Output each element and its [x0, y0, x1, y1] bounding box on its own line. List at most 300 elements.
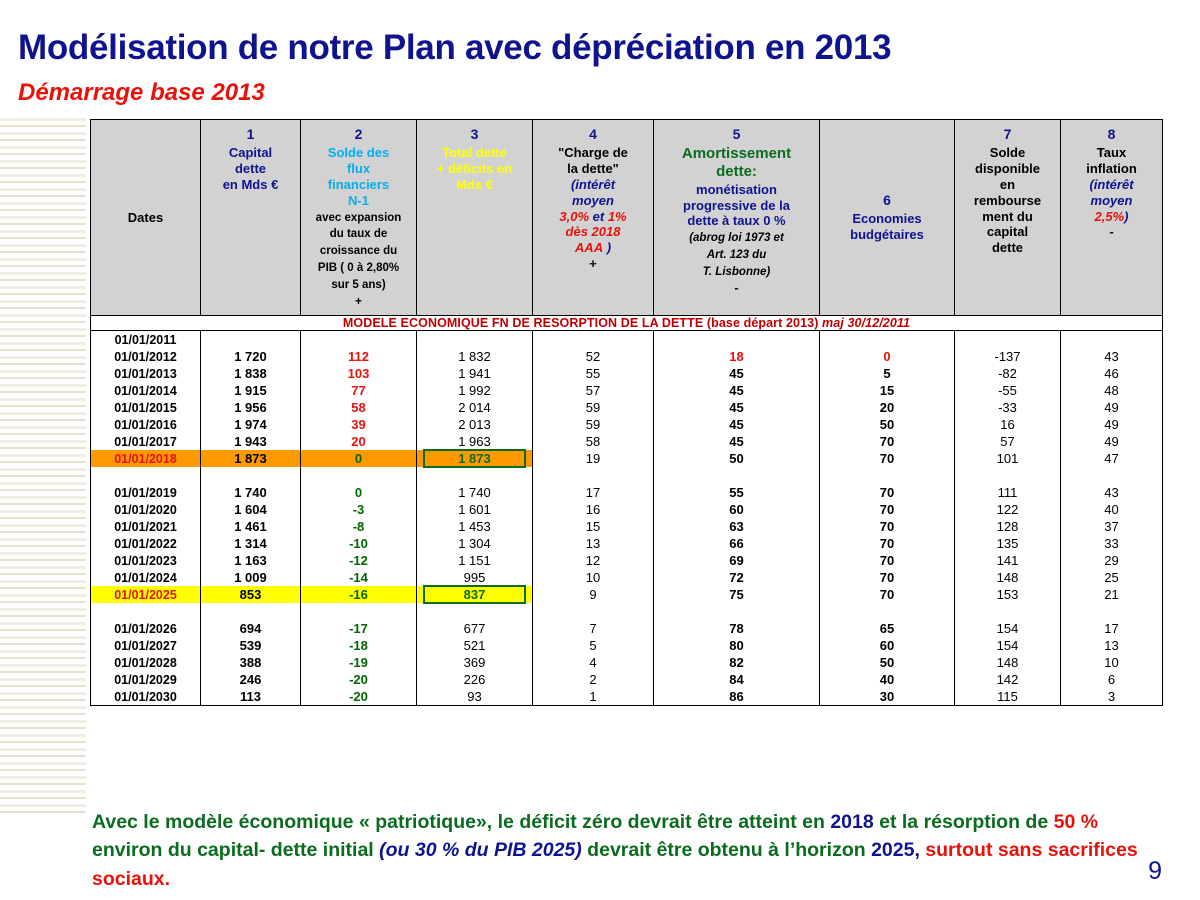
cell-solde-disponible: 154	[955, 637, 1061, 654]
cell-capital-dette: 1 956	[201, 399, 301, 416]
cell-charge-dette: 16	[533, 501, 654, 518]
cell-total-dette: 1 601	[417, 501, 533, 518]
header-col-1-l3: en Mds €	[222, 176, 279, 192]
cell-date: 01/01/2012	[91, 348, 201, 365]
cell-solde-disponible: 16	[955, 416, 1061, 433]
cell-charge-dette: 52	[533, 348, 654, 365]
header-col-5-l4: progressive de la	[683, 197, 790, 213]
header-col-4-l2: la dette"	[567, 160, 619, 176]
cell-capital-dette	[201, 331, 301, 349]
cell-date: 01/01/2015	[91, 399, 201, 416]
cell-capital-dette: 539	[201, 637, 301, 654]
row-spacer	[91, 603, 1163, 620]
spacer-cell	[91, 467, 201, 484]
cell-capital-dette: 388	[201, 654, 301, 671]
header-col-2-number: 2	[354, 126, 363, 142]
header-col-5-l6: (abrog loi 1973 et	[689, 232, 784, 245]
footer-part2: et la résorption de	[873, 811, 1054, 833]
cell-economies: 5	[820, 365, 955, 382]
spacer-cell	[820, 603, 955, 620]
header-col-5-l9: -	[734, 279, 739, 295]
cell-total-dette: 93	[417, 688, 533, 706]
cell-amortissement: 84	[654, 671, 820, 688]
cell-charge-dette: 19	[533, 450, 654, 467]
cell-amortissement: 82	[654, 654, 820, 671]
cell-solde-disponible: 135	[955, 535, 1061, 552]
header-col-1-l2: dette	[234, 160, 267, 176]
cell-solde-disponible: 154	[955, 620, 1061, 637]
header-col-1-l1: Capital	[228, 145, 273, 161]
cell-total-dette: 1 873	[417, 450, 533, 467]
model-table	[90, 119, 1163, 706]
header-col-2-l2: flux	[346, 160, 371, 176]
page-title: Modélisation de notre Plan avec dépréciation en 2013	[18, 28, 892, 67]
table-row	[91, 552, 1163, 569]
footer-part3: environ du capital- dette initial	[92, 839, 380, 862]
cell-economies: 20	[820, 399, 955, 416]
cell-economies: 40	[820, 671, 955, 688]
cell-capital-dette: 246	[201, 671, 301, 688]
cell-economies: 60	[820, 637, 955, 654]
header-col-4-l5b: et	[592, 208, 605, 224]
cell-amortissement	[654, 331, 820, 349]
cell-charge-dette: 59	[533, 399, 654, 416]
header-col-6-number: 6	[883, 192, 891, 209]
table-band-title-row	[91, 316, 1163, 331]
header-col-2-l1: Solde des	[327, 145, 390, 161]
spacer-cell	[955, 603, 1061, 620]
table-row	[91, 348, 1163, 365]
cell-date: 01/01/2016	[91, 416, 201, 433]
header-col-8-l5: 2,5%	[1094, 208, 1125, 224]
header-col-7-l2: disponible	[975, 160, 1040, 176]
cell-date: 01/01/2018	[91, 450, 201, 467]
row-spacer	[91, 467, 1163, 484]
cell-amortissement: 55	[654, 484, 820, 501]
spacer-cell	[417, 603, 533, 620]
cell-solde-flux: 39	[301, 416, 417, 433]
spacer-cell	[533, 603, 654, 620]
table-row	[91, 484, 1163, 501]
cell-taux-inflation: 49	[1061, 399, 1163, 416]
cell-amortissement: 78	[654, 620, 820, 637]
spacer-cell	[417, 467, 533, 484]
footer-paren: (ou 30 % du PIB 2025)	[379, 839, 582, 862]
cell-charge-dette: 17	[533, 484, 654, 501]
table-row	[91, 382, 1163, 399]
cell-solde-flux: -8	[301, 518, 417, 535]
table-row	[91, 620, 1163, 637]
header-col-1	[201, 120, 301, 316]
header-col-6-l1: Economies	[852, 211, 922, 227]
header-col-2-n4: PIB ( 0 à 2,80%	[317, 261, 400, 274]
cell-solde-disponible: -137	[955, 348, 1061, 365]
cell-taux-inflation: 46	[1061, 365, 1163, 382]
spacer-cell	[1061, 603, 1163, 620]
header-col-8-l2: inflation	[1086, 160, 1137, 176]
header-col-3-number: 3	[470, 126, 479, 142]
header-col-5-l8: T. Lisbonne)	[702, 265, 771, 278]
cell-amortissement: 50	[654, 450, 820, 467]
cell-solde-disponible: -33	[955, 399, 1061, 416]
cell-date: 01/01/2017	[91, 433, 201, 450]
spacer-cell	[654, 467, 820, 484]
cell-amortissement: 45	[654, 433, 820, 450]
cell-economies: 50	[820, 654, 955, 671]
cell-date: 01/01/2027	[91, 637, 201, 654]
table-row	[91, 535, 1163, 552]
cell-capital-dette: 1 163	[201, 552, 301, 569]
table-row	[91, 569, 1163, 586]
table-row	[91, 671, 1163, 688]
cell-charge-dette: 1	[533, 688, 654, 706]
cell-solde-flux: 77	[301, 382, 417, 399]
table-header-row	[91, 120, 1163, 316]
footer-part4: devrait être obtenu à l’horizon	[581, 839, 872, 862]
cell-total-dette: 2 013	[417, 416, 533, 433]
header-col-8-l4: moyen	[1090, 192, 1133, 208]
header-col-2	[301, 120, 417, 316]
header-col-5-l3: monétisation	[696, 181, 777, 197]
cell-solde-disponible: 128	[955, 518, 1061, 535]
cell-amortissement: 72	[654, 569, 820, 586]
cell-taux-inflation: 43	[1061, 348, 1163, 365]
table-row	[91, 501, 1163, 518]
table-row	[91, 586, 1163, 603]
header-col-4-number: 4	[589, 126, 597, 142]
header-col-5-l5: dette à taux 0 %	[687, 213, 786, 229]
cell-total-dette	[417, 331, 533, 349]
footer-part1: Avec le modèle économique « patriotique», le déficit zéro devrait être atteint en	[92, 811, 831, 833]
cell-taux-inflation: 47	[1061, 450, 1163, 467]
footer-note	[92, 808, 1162, 893]
cell-total-dette: 1 963	[417, 433, 533, 450]
cell-date: 01/01/2020	[91, 501, 201, 518]
spacer-cell	[91, 603, 201, 620]
cell-taux-inflation: 33	[1061, 535, 1163, 552]
cell-solde-flux: -19	[301, 654, 417, 671]
cell-economies: 0	[820, 348, 955, 365]
header-col-6	[820, 120, 955, 316]
cell-capital-dette: 1 838	[201, 365, 301, 382]
header-col-7-l5: ment du	[982, 208, 1033, 224]
page-number: 9	[1148, 857, 1162, 885]
header-col-3-l2: + déficits en	[436, 160, 513, 176]
cell-capital-dette: 1 461	[201, 518, 301, 535]
cell-charge-dette: 5	[533, 637, 654, 654]
header-col-3-l1: Total dette	[442, 145, 507, 161]
cell-capital-dette: 1 943	[201, 433, 301, 450]
cell-charge-dette: 9	[533, 586, 654, 603]
header-col-5-l7: Art. 123 du	[706, 249, 767, 262]
cell-solde-flux: 0	[301, 484, 417, 501]
cell-total-dette: 1 832	[417, 348, 533, 365]
cell-solde-flux: 112	[301, 348, 417, 365]
cell-total-dette: 1 151	[417, 552, 533, 569]
header-col-4-l3: (intérêt	[570, 176, 616, 192]
cell-economies: 70	[820, 450, 955, 467]
cell-solde-disponible: 148	[955, 654, 1061, 671]
cell-capital-dette: 1 314	[201, 535, 301, 552]
spacer-cell	[955, 467, 1061, 484]
cell-amortissement: 86	[654, 688, 820, 706]
header-col-4-l6: dès 2018	[565, 224, 621, 240]
cell-economies: 70	[820, 552, 955, 569]
header-col-5-l2: dette:	[716, 163, 757, 181]
header-col-2-n3: croissance du	[319, 245, 398, 258]
header-col-4	[533, 120, 654, 316]
header-col-4-l5: 3,0%	[559, 208, 590, 224]
header-col-7-l3: en	[999, 176, 1016, 192]
table-row	[91, 365, 1163, 382]
cell-taux-inflation: 6	[1061, 671, 1163, 688]
header-col-4-l5c: 1%	[607, 208, 627, 224]
cell-total-dette: 1 941	[417, 365, 533, 382]
decorative-stripes	[0, 118, 86, 818]
cell-capital-dette: 1 009	[201, 569, 301, 586]
cell-taux-inflation	[1061, 331, 1163, 349]
cell-date: 01/01/2029	[91, 671, 201, 688]
cell-charge-dette	[533, 331, 654, 349]
header-col-6-l2: budgétaires	[850, 227, 924, 243]
header-col-5-l1: Amortissement	[681, 145, 792, 163]
cell-charge-dette: 2	[533, 671, 654, 688]
spacer-cell	[301, 603, 417, 620]
cell-capital-dette: 853	[201, 586, 301, 603]
cell-total-dette: 677	[417, 620, 533, 637]
cell-total-dette: 226	[417, 671, 533, 688]
cell-amortissement: 45	[654, 416, 820, 433]
band-title-text: MODELE ECONOMIQUE FN DE RESORPTION DE LA DETTE (base départ 2013)	[342, 316, 819, 331]
cell-date: 01/01/2025	[91, 586, 201, 603]
table-row	[91, 450, 1163, 467]
cell-date: 01/01/2028	[91, 654, 201, 671]
page-subtitle: Démarrage base 2013	[18, 79, 265, 106]
cell-solde-disponible: 148	[955, 569, 1061, 586]
cell-date: 01/01/2014	[91, 382, 201, 399]
footer-part5: surtout sans sacrifices sociaux.	[92, 839, 1138, 890]
cell-economies: 70	[820, 569, 955, 586]
cell-solde-flux: -20	[301, 688, 417, 706]
header-col-7-l4: rembourse	[973, 192, 1042, 208]
cell-date: 01/01/2022	[91, 535, 201, 552]
table-row	[91, 416, 1163, 433]
spacer-cell	[654, 603, 820, 620]
cell-solde-disponible: 141	[955, 552, 1061, 569]
header-col-7-l1: Solde	[989, 145, 1026, 161]
spacer-cell	[1061, 467, 1163, 484]
cell-amortissement: 75	[654, 586, 820, 603]
header-col-1-number: 1	[246, 126, 255, 142]
cell-total-dette: 1 992	[417, 382, 533, 399]
header-col-7	[955, 120, 1061, 316]
cell-economies: 70	[820, 586, 955, 603]
table-row	[91, 433, 1163, 450]
cell-solde-disponible: 153	[955, 586, 1061, 603]
table-row	[91, 399, 1163, 416]
header-col-7-l6: capital	[986, 224, 1029, 240]
header-col-8	[1061, 120, 1163, 316]
cell-solde-disponible: 111	[955, 484, 1061, 501]
cell-taux-inflation: 37	[1061, 518, 1163, 535]
cell-capital-dette: 113	[201, 688, 301, 706]
header-col-8-l5b: )	[1124, 208, 1129, 224]
cell-taux-inflation: 48	[1061, 382, 1163, 399]
cell-solde-flux: -14	[301, 569, 417, 586]
cell-date: 01/01/2013	[91, 365, 201, 382]
header-col-7-number: 7	[1003, 126, 1012, 142]
cell-charge-dette: 4	[533, 654, 654, 671]
cell-taux-inflation: 25	[1061, 569, 1163, 586]
cell-total-dette: 1 740	[417, 484, 533, 501]
cell-taux-inflation: 10	[1061, 654, 1163, 671]
footer-year-2025: 2025,	[871, 839, 920, 862]
cell-taux-inflation: 3	[1061, 688, 1163, 706]
cell-charge-dette: 57	[533, 382, 654, 399]
header-col-2-n1: avec expansion	[315, 211, 402, 224]
cell-taux-inflation: 17	[1061, 620, 1163, 637]
cell-capital-dette: 1 873	[201, 450, 301, 467]
cell-solde-flux: -20	[301, 671, 417, 688]
cell-amortissement: 60	[654, 501, 820, 518]
cell-amortissement: 45	[654, 399, 820, 416]
cell-taux-inflation: 49	[1061, 433, 1163, 450]
cell-solde-disponible: 115	[955, 688, 1061, 706]
cell-capital-dette: 1 974	[201, 416, 301, 433]
cell-amortissement: 66	[654, 535, 820, 552]
header-dates: Dates	[91, 120, 201, 316]
band-title-maj: maj 30/12/2011	[822, 316, 911, 331]
header-col-3	[417, 120, 533, 316]
cell-total-dette: 837	[417, 586, 533, 603]
cell-taux-inflation: 40	[1061, 501, 1163, 518]
cell-solde-flux: 20	[301, 433, 417, 450]
cell-economies: 70	[820, 501, 955, 518]
cell-solde-disponible: -82	[955, 365, 1061, 382]
table-row	[91, 688, 1163, 706]
footer-pct: 50 %	[1053, 811, 1099, 833]
header-col-2-l4: N-1	[348, 192, 369, 208]
cell-solde-flux	[301, 331, 417, 349]
cell-solde-flux: -12	[301, 552, 417, 569]
header-col-4-l7: AAA	[574, 240, 604, 256]
cell-charge-dette: 13	[533, 535, 654, 552]
cell-date: 01/01/2024	[91, 569, 201, 586]
cell-date: 01/01/2019	[91, 484, 201, 501]
spacer-cell	[201, 603, 301, 620]
cell-solde-flux: -18	[301, 637, 417, 654]
cell-economies: 70	[820, 535, 955, 552]
cell-capital-dette: 694	[201, 620, 301, 637]
cell-economies: 70	[820, 484, 955, 501]
cell-economies: 70	[820, 518, 955, 535]
cell-economies: 65	[820, 620, 955, 637]
table-row	[91, 331, 1163, 349]
table-row	[91, 654, 1163, 671]
header-col-7-l7: dette	[991, 240, 1024, 256]
cell-taux-inflation: 49	[1061, 416, 1163, 433]
cell-charge-dette: 59	[533, 416, 654, 433]
cell-solde-flux: -10	[301, 535, 417, 552]
cell-total-dette: 369	[417, 654, 533, 671]
spacer-cell	[201, 467, 301, 484]
cell-capital-dette: 1 604	[201, 501, 301, 518]
cell-charge-dette: 55	[533, 365, 654, 382]
cell-charge-dette: 7	[533, 620, 654, 637]
cell-amortissement: 45	[654, 382, 820, 399]
header-col-8-l1: Taux	[1096, 145, 1127, 161]
header-col-4-l8: +	[589, 256, 597, 272]
cell-charge-dette: 58	[533, 433, 654, 450]
cell-taux-inflation: 21	[1061, 586, 1163, 603]
header-col-2-l3: financiers	[327, 176, 390, 192]
cell-taux-inflation: 29	[1061, 552, 1163, 569]
cell-solde-flux: -17	[301, 620, 417, 637]
header-col-3-l3: Mds €	[456, 176, 493, 192]
cell-date: 01/01/2030	[91, 688, 201, 706]
table-row	[91, 637, 1163, 654]
cell-economies: 70	[820, 433, 955, 450]
header-col-4-l7b: )	[606, 240, 612, 256]
spacer-cell	[820, 467, 955, 484]
cell-capital-dette: 1 740	[201, 484, 301, 501]
header-col-4-l1: "Charge de	[558, 145, 628, 161]
cell-solde-flux: -16	[301, 586, 417, 603]
cell-solde-disponible: 122	[955, 501, 1061, 518]
table-body	[91, 331, 1163, 706]
cell-charge-dette: 10	[533, 569, 654, 586]
cell-solde-disponible	[955, 331, 1061, 349]
header-col-8-l3: (intérêt	[1089, 176, 1134, 192]
cell-amortissement: 69	[654, 552, 820, 569]
model-table-container	[90, 119, 1162, 706]
cell-total-dette: 995	[417, 569, 533, 586]
spacer-cell	[301, 467, 417, 484]
header-col-5-number: 5	[732, 126, 741, 142]
cell-date: 01/01/2023	[91, 552, 201, 569]
cell-solde-disponible: -55	[955, 382, 1061, 399]
cell-amortissement: 63	[654, 518, 820, 535]
header-col-5	[654, 120, 820, 316]
cell-charge-dette: 15	[533, 518, 654, 535]
cell-economies: 15	[820, 382, 955, 399]
cell-total-dette: 2 014	[417, 399, 533, 416]
cell-total-dette: 1 453	[417, 518, 533, 535]
cell-solde-flux: 0	[301, 450, 417, 467]
band-title-cell	[91, 316, 1163, 331]
header-col-2-n2: du taux de	[329, 228, 388, 241]
cell-capital-dette: 1 915	[201, 382, 301, 399]
header-col-8-number: 8	[1107, 126, 1116, 142]
cell-economies: 50	[820, 416, 955, 433]
cell-solde-disponible: 142	[955, 671, 1061, 688]
cell-solde-disponible: 101	[955, 450, 1061, 467]
header-col-2-n5: sur 5 ans)	[331, 278, 386, 291]
cell-solde-flux: 103	[301, 365, 417, 382]
cell-solde-flux: 58	[301, 399, 417, 416]
cell-amortissement: 18	[654, 348, 820, 365]
spacer-cell	[533, 467, 654, 484]
cell-amortissement: 45	[654, 365, 820, 382]
cell-date: 01/01/2011	[91, 331, 201, 349]
cell-taux-inflation: 43	[1061, 484, 1163, 501]
header-col-2-n6: +	[355, 295, 362, 308]
footer-year-2018: 2018	[830, 811, 874, 833]
header-col-8-l6: -	[1109, 224, 1114, 240]
header-col-4-l4: moyen	[572, 192, 614, 208]
cell-charge-dette: 12	[533, 552, 654, 569]
cell-amortissement: 80	[654, 637, 820, 654]
